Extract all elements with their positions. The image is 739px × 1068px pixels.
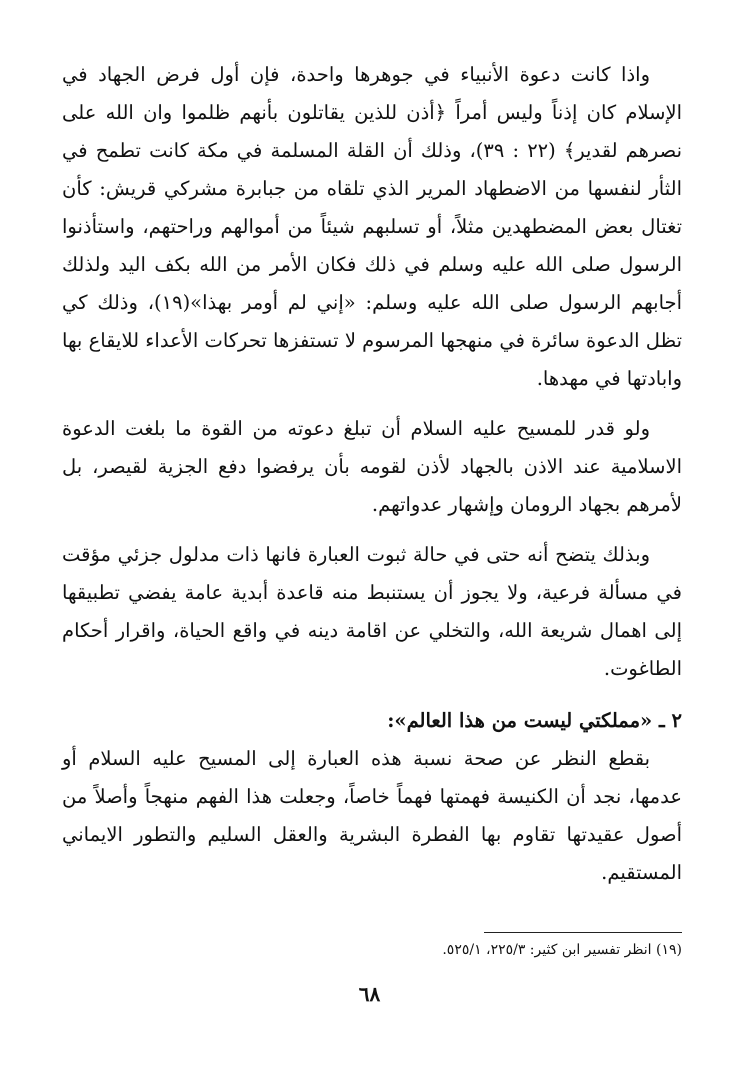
- paragraph-3: وبذلك يتضح أنه حتى في حالة ثبوت العبارة فانها ذات مدلول جزئي مؤقت في مسألة فرعية، ولا يجوز أن يستنبط منه قاعدة أبدية عامة يفضي تطبيقها إلى اهمال شريعة الله، والتخلي عن اقامة دينه في واقع الحياة، واقرار أحكام الطاغوت.: [62, 543, 682, 680]
- section-heading: ٢ ـ «مملكتي ليست من هذا العالم»:: [387, 709, 682, 732]
- paragraph-2: ولو قدر للمسيح عليه السلام أن تبلغ دعوته من القوة ما بلغت الدعوة الاسلامية عند الاذن بالجهاد لأذن لقومه بأن يرفضوا دفع الجزية لقيصر، بل لأمرهم بجهاد الرومان وإشهار عدواتهم.: [62, 417, 682, 516]
- page-body: [62, 56, 682, 892]
- page-number: ٦٨: [358, 982, 381, 1006]
- paragraph-1: واذا كانت دعوة الأنبياء في جوهرها واحدة، فإن أول فرض الجهاد في الإسلام كان إذناً وليس أمراً ﴿أذن للذين يقاتلون بأنهم ظلموا وان الله على نصرهم لقدير﴾ (٢٢ : ٣٩)، وذلك أن القلة المسلمة في مكة كانت تطمح في الثأر لنفسها من الاضطهاد المرير الذي تلقاه من جبابرة مشركي قريش: كأن تغتال بعض المضطهدين مثلاً، أو تسلبهم شيئاً من أموالهم وراحتهم، واستأذنوا الرسول صلى الله عليه وسلم في ذلك فكان الأمر من الله بكف اليد ولذلك أجابهم الرسول صلى الله عليه وسلم: «إني لم أومر بهذا»(١٩)، وذلك كي تظل الدعوة سائرة في منهجها المرسوم لا تستفزها تحركات الأعداء للايقاع بها وابادتها في مهدها.: [62, 63, 682, 390]
- footnote-divider: [484, 932, 682, 933]
- footnote: (١٩) انظر تفسير ابن كثير: ٢٢٥/٣، ٥٢٥/١.: [442, 942, 682, 958]
- section-paragraph: بقطع النظر عن صحة نسبة هذه العبارة إلى المسيح عليه السلام أو عدمها، نجد أن الكنيسة فهمتها فهماً خاصاً، وجعلت هذا الفهم منهجاً وأصلاً من أصول عقيدتها تقاوم بها الفطرة البشرية والعقل السليم والتطور الايماني المستقيم.: [62, 747, 682, 884]
